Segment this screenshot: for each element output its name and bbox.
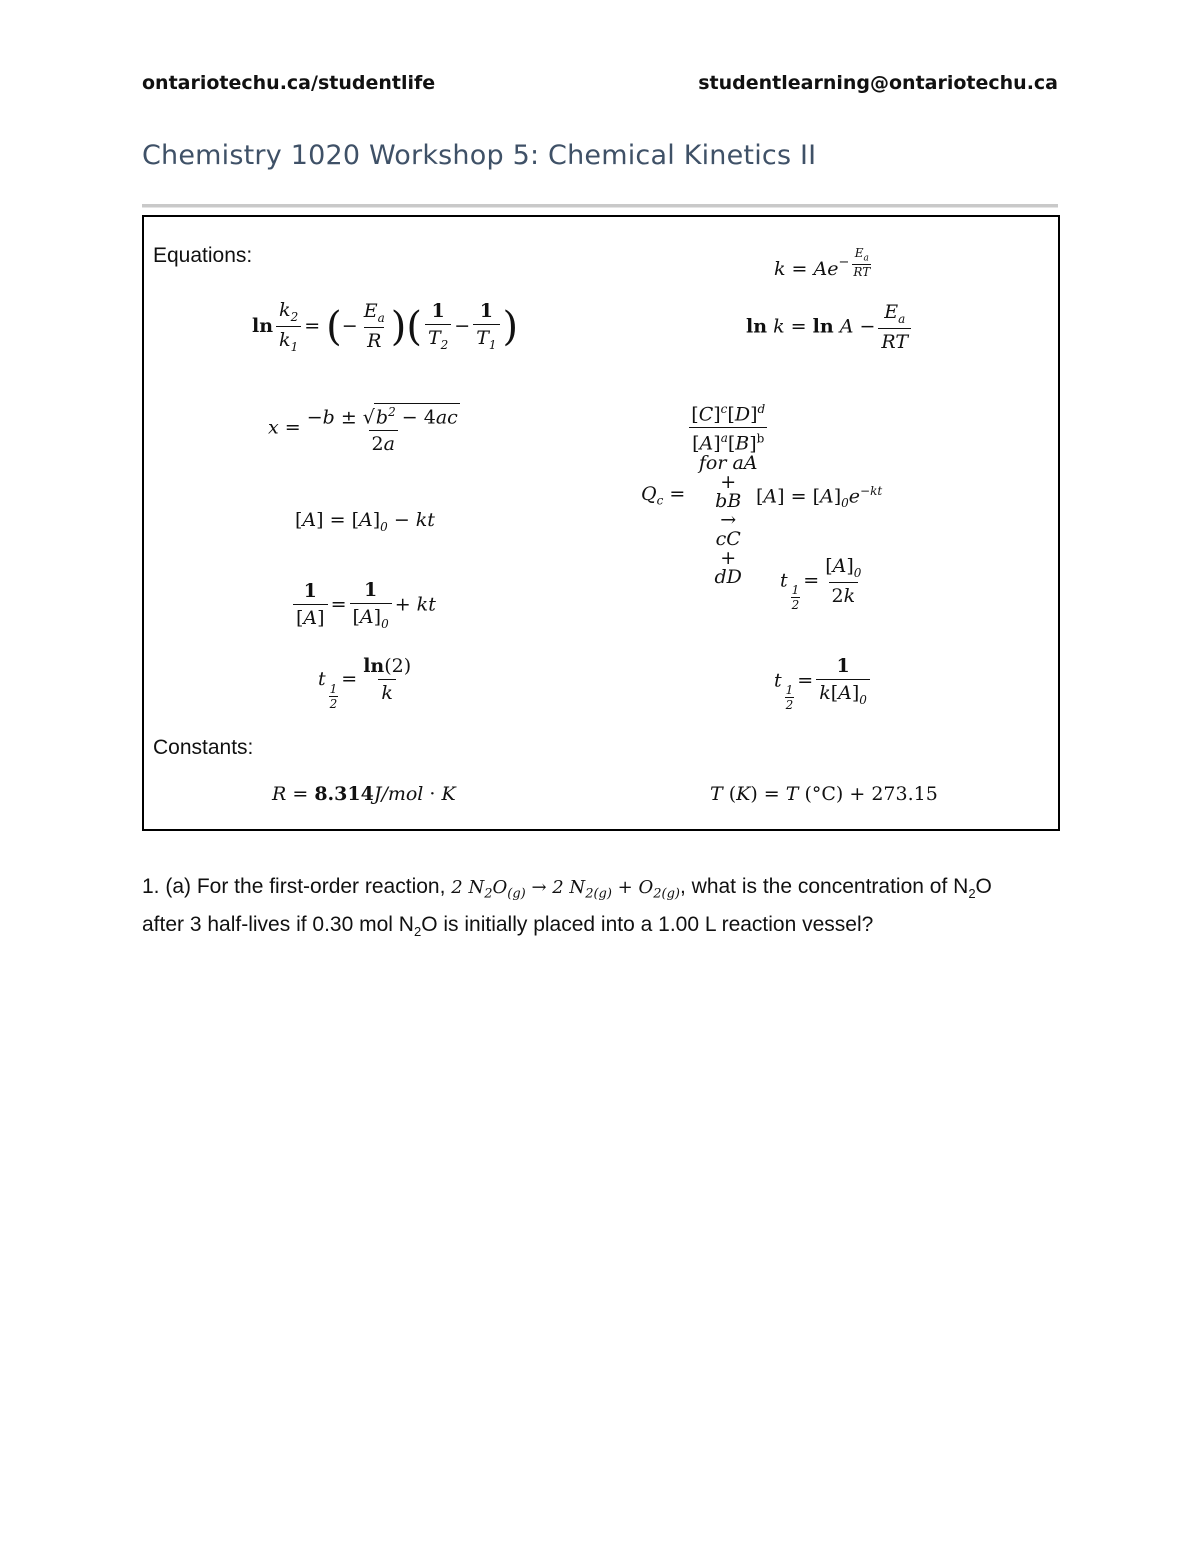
reaction-quotient-equation: $Q_c$ = $[C]^c[D]^d$ $[A]^a[B]^b$ for aA + bB → cC + dD xyxy=(641,403,771,587)
zero-order-integrated-law: $[A] = [A]_0$ − kt xyxy=(295,509,435,534)
two-point-arrhenius-equation: ln $\frac{k_2}{k_1}$ = (− $\frac{E_a}{R}$ )( $\frac{1}{T_2}$ − $\frac{1}{T_1}$ ) xyxy=(252,299,519,354)
gas-constant: R = 8.314J/mol · K xyxy=(272,783,456,805)
question-1a-middle: , what is the concentration of N xyxy=(679,875,969,898)
second-order-integrated-law: $\frac{1}{[A]}$ = $\frac{1}{[A]_0}$ + kt xyxy=(290,581,436,630)
first-order-half-life: t $\frac{1}{2}$ = $\frac{\ln(2)}{k}$ xyxy=(318,655,412,711)
question-1a-line2-start: after 3 half-lives if 0.30 mol N xyxy=(142,912,414,936)
question-1a-line2-end: O is initially placed into a 1.00 L reaction vessel? xyxy=(421,912,874,936)
quadratic-formula: x = $\frac{-b \pm √b^2 - 4ac}{2a}$ xyxy=(268,405,458,456)
zero-order-half-life: t $\frac{1}{2}$ = $\frac{[A]_0}{2k}$ xyxy=(780,555,862,613)
question-1a-prefix: 1. (a) For the first-order reaction, xyxy=(142,875,446,898)
title-rule xyxy=(142,204,1058,208)
equations-box xyxy=(142,215,1060,831)
second-order-half-life: t $\frac{1}{2}$ = $\frac{1}{k[A]_0}$ xyxy=(774,657,873,711)
question-1a: 1. (a) For the first-order reaction, 2 $N_2O_{(g)} \to 2$ $N_{2(g)} + O_{2(g)}$, what is the concentration of $N_2O$ after 3 half-lives if 0.30 mol $N_2O$ is initially placed into a 1.00 L reaction vessel? xyxy=(142,875,992,939)
arrhenius-equation: $k = Ae^{- \frac{E_a}{RT}}$ xyxy=(774,246,871,281)
constants-label: Constants: xyxy=(153,736,254,759)
reaction-equation: 2 $N_2O_{(g)} \to 2$ $N_{2(g)} + O_{2(g)}$ xyxy=(451,877,680,902)
page-title: Chemistry 1020 Workshop 5: Chemical Kinetics II xyxy=(142,140,817,171)
temperature-conversion: T (K) = T (°C) + 273.15 xyxy=(710,783,938,805)
linear-arrhenius-equation: ln k = ln A − $\frac{E_a}{RT}$ xyxy=(746,303,914,352)
first-order-integrated-law: $[A] = [A]_0e^{-kt}$ xyxy=(756,484,883,511)
header-website: ontariotechu.ca/studentlife xyxy=(142,72,436,94)
header-email: studentlearning@ontariotechu.ca xyxy=(698,72,1058,94)
equations-label: Equations: xyxy=(153,244,253,267)
